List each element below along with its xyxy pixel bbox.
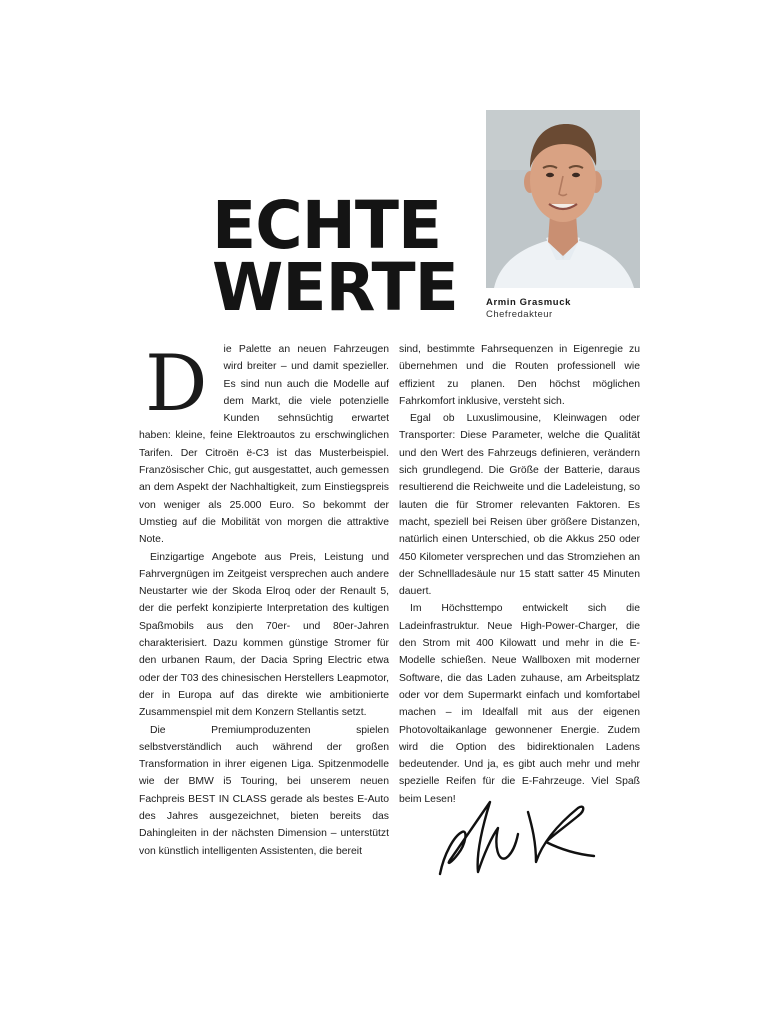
drop-cap: D [145,339,208,429]
paragraph: Egal ob Luxuslimousine, Kleinwagen oder Transporter: Diese Parameter, welche die Qualität und den Wert des Fahrzeugs definieren, verändern sich grundlegend. Die Größe der Batterie, daraus resultierend die Reichweite und die Ladeleistung, so lauten die für Stromer relevanten Faktoren. Es macht, speziell bei Reisen über größere Distanzen, natürlich einen Unterschied, ob die Akkus 250 oder 450 Kilometer versprechen und das Stromziehen an der Schnellladesäule nur 15 statt satter 45 Minuten dauert. [399,413,640,598]
paragraph: Im Höchsttempo entwickelt sich die Ladeinfrastruktur. Neue High-Power-Charger, die den Strom mit 400 Kilowatt und mehr in die E-Modelle schießen. Neue Wallboxen mit moderner Software, die das Laden zuhause, am Arbeitsplatz oder vor dem Supermarkt einfach und komfortabel machen – im Idealfall mit aus der eigenen Photovoltaikanlage gewonnener Energie. Zudem wird die Option des bidirektionalen Ladens bedeutender. Und ja, es gibt auch mehr und mehr spezielle Reifen für die E-Fahrzeuge. Viel Spaß beim Lesen! [399,603,640,805]
paragraph: Die Premiumproduzenten spielen selbstverständlich auch während der großen Transformation in ihrer eigenen Liga. Spitzenmodelle wie der BMW i5 Touring, bei unserem neuen Fachpreis BEST IN CLASS gerade als bestes E-Auto des Jahres ausgezeichnet, bieten bereits das Dahingleiten in der nächsten Dimension – unterstützt von künstlich intelligenten Assistenten, die bereit [139,724,389,857]
author-name: Armin Grasmuck [486,297,571,308]
paragraph: Einzigartige Angebote aus Preis, Leistung und Fahrvergnügen im Zeitgeist versprechen auch andere Neustarter wie der Skoda Elroq oder der Renault 5, der die perfekt konzipierte Interpretation des kultigen Spaßmobils aus den 70er- und 80er-Jahren charakterisiert. Dazu kommen günstige Stromer für den urbanen Raum, der Dacia Spring Electric etwa oder der T03 des chinesischen Herstellers Leapmotor, der in Europa auf das direkte wie ambitionierte Zusammenspiel mit dem Konzern Stellantis setzt. [139,551,389,719]
handwritten-signature-icon [432,792,602,882]
paragraph: ie Palette an neuen Fahrzeugen wird breiter – und damit spezieller. Es sind nun auch die Modelle auf dem Markt, die viele potenzielle Kunden sehnsüchtig erwartet haben: kleine, feine Elektroautos zu erschwinglichen Tarifen. Der Citroën ë-C3 ist das Musterbeispiel. Französischer Chic, gut ausgestattet, auch gemessen an dem Aspekt der Nachhaltigkeit, zum Einstiegspreis von weniger als 25.000 Euro. So bekommt der Umstieg auf die Mobilität von morgen die attraktive Note. [139,344,389,546]
headline [212,187,458,326]
headline-line-1: ECHTE [212,187,442,264]
author-portrait-icon [486,110,640,288]
author-role: Chefredakteur [486,309,553,320]
paragraph: sind, bestimmte Fahrsequenzen in Eigenregie zu übernehmen und die Routen professionell wie effizient zu planen. Den höchst möglichen Fahrkomfort inklusive, versteht sich. [399,344,640,407]
author-byline [486,297,646,321]
article-column-right [399,341,640,808]
headline-line-2: WERTE [212,249,458,326]
article-column-left [139,341,389,860]
